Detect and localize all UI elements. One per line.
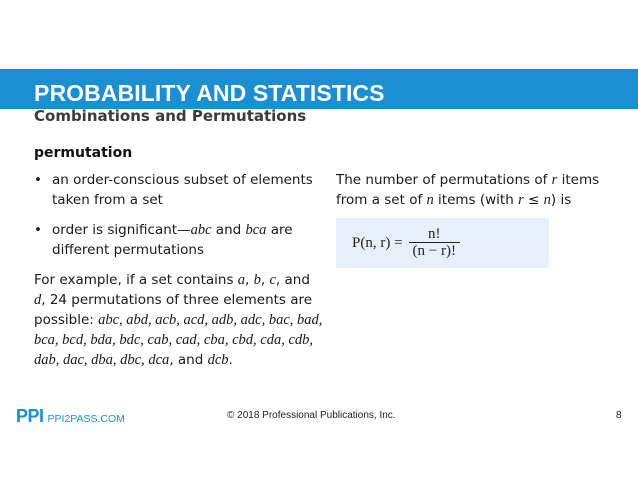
slide-subtitle: Combinations and Permutations xyxy=(34,107,307,125)
example-text: , and xyxy=(169,352,208,368)
math-term: n xyxy=(426,192,434,208)
example-paragraph xyxy=(34,270,324,370)
right-text: ≤ xyxy=(523,192,544,208)
bullet-text: an order-conscious subset of elements taken from a set xyxy=(52,172,313,208)
math-term: a xyxy=(237,272,246,288)
bullet-text: and xyxy=(211,222,246,238)
formula-box xyxy=(336,218,549,268)
bullet-text: are different permutations xyxy=(52,222,293,258)
right-text: items from a set of xyxy=(336,172,600,208)
math-term: r xyxy=(551,172,558,188)
right-column xyxy=(336,170,626,210)
bullet-item xyxy=(34,170,324,210)
formula-lhs: P(n, r) = xyxy=(352,234,403,251)
permutation-formula xyxy=(352,227,460,259)
logo-site-text: PPI2PASS.COM xyxy=(47,413,125,425)
right-text: ) is xyxy=(550,192,572,208)
math-term: b xyxy=(253,272,261,288)
section-heading: permutation xyxy=(34,145,133,161)
math-term: r xyxy=(518,192,524,208)
slide-title: PROBABILITY AND STATISTICS xyxy=(34,80,385,106)
bullet-item xyxy=(34,220,324,260)
example-text: , 24 permutations of three elements are possible: xyxy=(34,292,313,328)
formula-denominator: (n − r)! xyxy=(409,242,460,259)
math-term: bca xyxy=(245,222,267,238)
permutation-list: abc, abd, acb, acd, adb, adc, bac, bad, bca, bcd, bda, bdc, cab, cad, cba, cbd, cda, cdb, dab, dac, dba, dbc, dca xyxy=(34,312,323,368)
math-term: abc xyxy=(190,222,212,238)
example-text: , xyxy=(260,272,270,288)
math-term: d xyxy=(34,292,42,308)
formula-fraction xyxy=(409,227,460,259)
math-term: c xyxy=(269,272,276,288)
example-text: , xyxy=(245,272,254,288)
bullet-text: order is significant— xyxy=(52,222,191,238)
formula-numerator: n! xyxy=(428,226,441,242)
math-term: dcb xyxy=(207,352,229,368)
bullet-marker: • xyxy=(34,222,42,238)
example-text: For example, if a set contains xyxy=(34,272,238,288)
page-number: 8 xyxy=(616,410,622,421)
right-text: items (with xyxy=(433,192,519,208)
copyright-text: © 2018 Professional Publications, Inc. xyxy=(227,410,396,421)
logo-mark: PPI xyxy=(16,406,44,426)
example-text: . xyxy=(228,352,233,368)
left-column xyxy=(34,170,324,370)
bullet-marker: • xyxy=(34,172,42,188)
ppi-logo[interactable] xyxy=(16,406,125,427)
right-text: The number of permutations of xyxy=(336,172,552,188)
math-term: n xyxy=(543,192,551,208)
example-text: , and xyxy=(275,272,310,288)
